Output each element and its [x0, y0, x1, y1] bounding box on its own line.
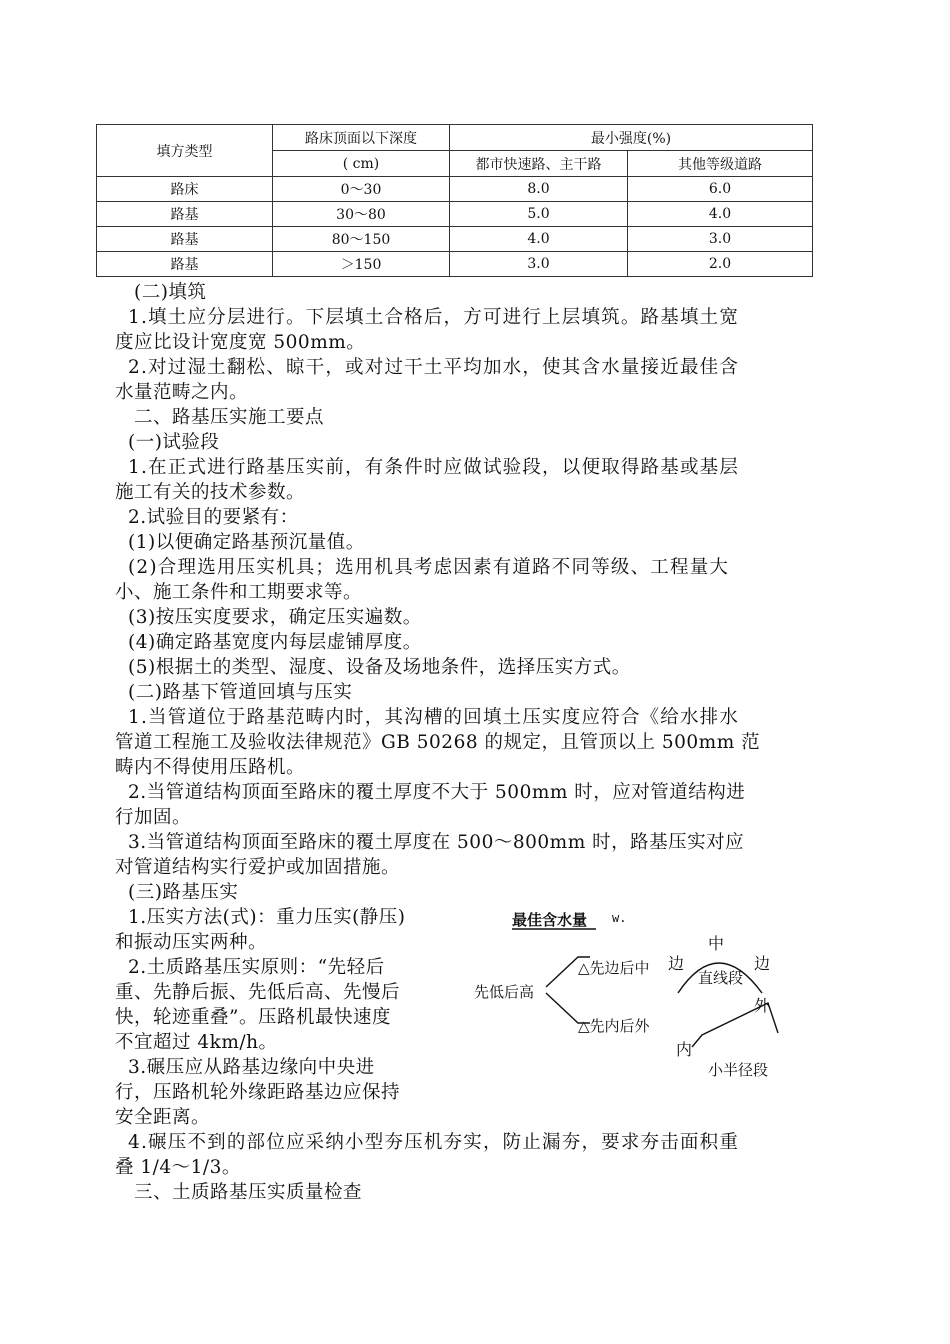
paragraph-line: (2)合理选用压实机具；选用机具考虑因素有道路不同等级、工程量大: [128, 557, 730, 578]
paragraph-line: 行加固。: [115, 807, 192, 828]
cell-expressway: 3.0: [450, 252, 628, 277]
cell-other: 4.0: [628, 202, 813, 227]
cell-depth: 80～150: [273, 227, 450, 252]
header-depth: 路床顶面以下深度: [273, 125, 450, 151]
sketch-small-radius: 小半径段: [708, 1061, 769, 1079]
cell-expressway: 4.0: [450, 227, 628, 252]
paragraph-line: 行，压路机轮外缘距路基边应保持: [115, 1082, 401, 1103]
sketch-root: 先低后高: [474, 983, 535, 1001]
paragraph-line: 2.试验目的要紧有：: [128, 507, 299, 528]
header-depth-unit: ( cm): [273, 151, 450, 177]
paragraph-line: 1.当管道位于路基范畴内时，其沟槽的回填土压实度应符合《给水排水: [128, 707, 740, 728]
cell-expressway: 8.0: [450, 177, 628, 202]
cell-depth: 0～30: [273, 177, 450, 202]
cell-type: 路床: [97, 177, 273, 202]
cell-depth: 30～80: [273, 202, 450, 227]
paragraph-line: 叠 1/4～1/3。: [115, 1157, 241, 1178]
sketch-branch-1: △先边后中: [578, 959, 650, 977]
sketch-title: 最佳含水量: [512, 911, 588, 929]
paragraph-line: 2.土质路基压实原则：“先轻后: [128, 957, 385, 978]
paragraph-line: 快，轮迹重叠”。压路机最快速度: [115, 1007, 391, 1028]
paragraph-line: (3)按压实度要求，确定压实遍数。: [128, 607, 422, 628]
sketch-edge-left: 边: [668, 954, 685, 973]
header-expressway: 都市快速路、主干路: [450, 151, 628, 177]
paragraph-line: 4.碾压不到的部位应采纳小型夯压机夯实，防止漏夯，要求夯击面积重: [128, 1132, 740, 1153]
paragraph-line: 1.压实方法(式)：重力压实(静压): [128, 907, 406, 928]
table-row: [97, 252, 813, 277]
compaction-sketch: [470, 905, 810, 1085]
paragraph-line: 2.对过湿土翻松、晾干，或对过干土平均加水，使其含水量接近最佳含: [128, 357, 740, 378]
table-row: [97, 177, 813, 202]
sketch-branch-2: △先内后外: [578, 1017, 650, 1035]
cell-expressway: 5.0: [450, 202, 628, 227]
subheading: (二)填筑: [134, 282, 207, 303]
paragraph-line: 安全距离。: [115, 1107, 211, 1128]
cell-type: 路基: [97, 227, 273, 252]
paragraph-line: 对管道结构实行爱护或加固措施。: [115, 857, 401, 878]
paragraph-line: 畴内不得使用压路机。: [115, 757, 306, 778]
paragraph-line: 水量范畴之内。: [115, 382, 249, 403]
paragraph-line: (4)确定路基宽度内每层虚铺厚度。: [128, 632, 422, 653]
paragraph-line: 管道工程施工及验收法律规范》GB 50268 的规定，且管顶以上 500mm 范: [115, 732, 761, 753]
paragraph-line: 1.在正式进行路基压实前，有条件时应做试验段，以便取得路基或基层: [128, 457, 740, 478]
paragraph-line: 度应比设计宽度宽 500mm。: [115, 332, 366, 353]
paragraph-line: (1)以便确定路基预沉量值。: [128, 532, 365, 553]
header-fill-type: 填方类型: [97, 125, 273, 177]
cell-other: 3.0: [628, 227, 813, 252]
table-row: [97, 202, 813, 227]
sketch-title-w: w.: [612, 911, 627, 925]
sketch-edge-right: 边: [754, 954, 771, 973]
paragraph-line: 3.当管道结构顶面至路床的覆土厚度在 500～800mm 时，路基压实对应: [128, 832, 745, 853]
section-heading: 三、土质路基压实质量检查: [134, 1182, 363, 1203]
paragraph-line: (5)根据土的类型、湿度、设备及场地条件，选择压实方式。: [128, 657, 631, 678]
header-other-roads: 其他等级道路: [628, 151, 813, 177]
table-row: [97, 227, 813, 252]
cell-depth: ＞150: [273, 252, 450, 277]
paragraph-line: 3.碾压应从路基边缘向中央进: [128, 1057, 375, 1078]
section-heading: 二、路基压实施工要点: [134, 407, 325, 428]
paragraph-line: 2.当管道结构顶面至路床的覆土厚度不大于 500mm 时，应对管道结构进: [128, 782, 746, 803]
cell-type: 路基: [97, 202, 273, 227]
paragraph-line: 不宜超过 4km/h。: [115, 1032, 278, 1053]
paragraph-line: 小、施工条件和工期要求等。: [115, 582, 363, 603]
subheading: (二)路基下管道回填与压实: [128, 682, 353, 703]
paragraph-line: 1.填土应分层进行。下层填土合格后，方可进行上层填筑。路基填土宽: [128, 307, 740, 328]
compaction-table: [96, 124, 813, 277]
cell-other: 2.0: [628, 252, 813, 277]
header-min-strength: 最小强度(%): [450, 125, 813, 151]
sketch-middle: 中: [708, 934, 725, 953]
sketch-inner: 内: [676, 1040, 693, 1059]
subheading: (三)路基压实: [128, 882, 239, 903]
sketch-straight: 直线段: [698, 969, 744, 987]
cell-type: 路基: [97, 252, 273, 277]
paragraph-line: 重、先静后振、先低后高、先慢后: [115, 982, 401, 1003]
paragraph-line: 施工有关的技术参数。: [115, 482, 306, 503]
paragraph-line: 和振动压实两种。: [115, 932, 268, 953]
subheading: (一)试验段: [128, 432, 220, 453]
cell-other: 6.0: [628, 177, 813, 202]
sketch-outer: 外: [754, 996, 771, 1015]
